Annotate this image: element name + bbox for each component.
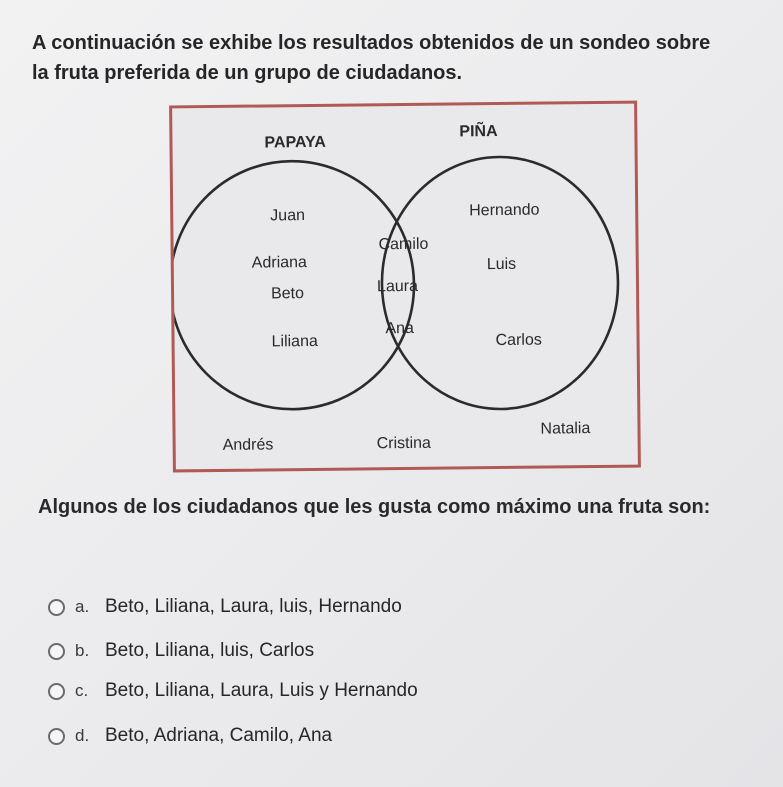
option-d[interactable] [48, 721, 332, 751]
name-both: Laura [376, 277, 419, 296]
name-both: Ana [385, 319, 414, 338]
name-only-papaya: Liliana [271, 332, 318, 351]
option-a[interactable] [48, 592, 402, 622]
radio-icon[interactable] [48, 728, 65, 745]
option-letter: d. [75, 726, 90, 745]
option-text: Beto, Liliana, Laura, Luis y Hernando [105, 680, 418, 701]
set-label-pina: PIÑA [459, 123, 498, 141]
name-only-pina: Hernando [469, 201, 540, 220]
venn-diagram [169, 101, 641, 473]
question-text: Algunos de los ciudadanos que les gusta como máximo una fruta son: [38, 496, 711, 518]
name-outside: Andrés [222, 436, 274, 454]
option-text: Beto, Liliana, luis, Carlos [105, 640, 315, 661]
name-only-papaya: Beto [270, 285, 305, 303]
option-letter: c. [75, 681, 89, 700]
radio-icon[interactable] [48, 643, 65, 660]
option-letter: a. [75, 597, 90, 616]
radio-icon[interactable] [48, 599, 65, 616]
option-text: Beto, Adriana, Camilo, Ana [105, 725, 333, 746]
option-letter: b. [75, 641, 90, 660]
intro-text: A continuación se exhibe los resultados obtenidos de un sondeo sobre la fruta preferida de un grupo de ciudadanos. [32, 32, 711, 84]
option-text: Beto, Liliana, Laura, luis, Hernando [105, 596, 402, 617]
name-outside: Natalia [540, 420, 591, 438]
name-only-pina: Luis [486, 255, 517, 274]
option-b[interactable] [48, 636, 314, 666]
set-label-papaya: PAPAYA [264, 133, 326, 152]
name-only-pina: Carlos [495, 331, 542, 350]
name-only-papaya: Adriana [251, 254, 307, 272]
name-only-papaya: Juan [270, 207, 306, 225]
name-both: Camilo [378, 235, 429, 254]
option-c[interactable] [48, 676, 418, 706]
radio-icon[interactable] [48, 683, 65, 700]
name-outside: Cristina [376, 434, 431, 453]
